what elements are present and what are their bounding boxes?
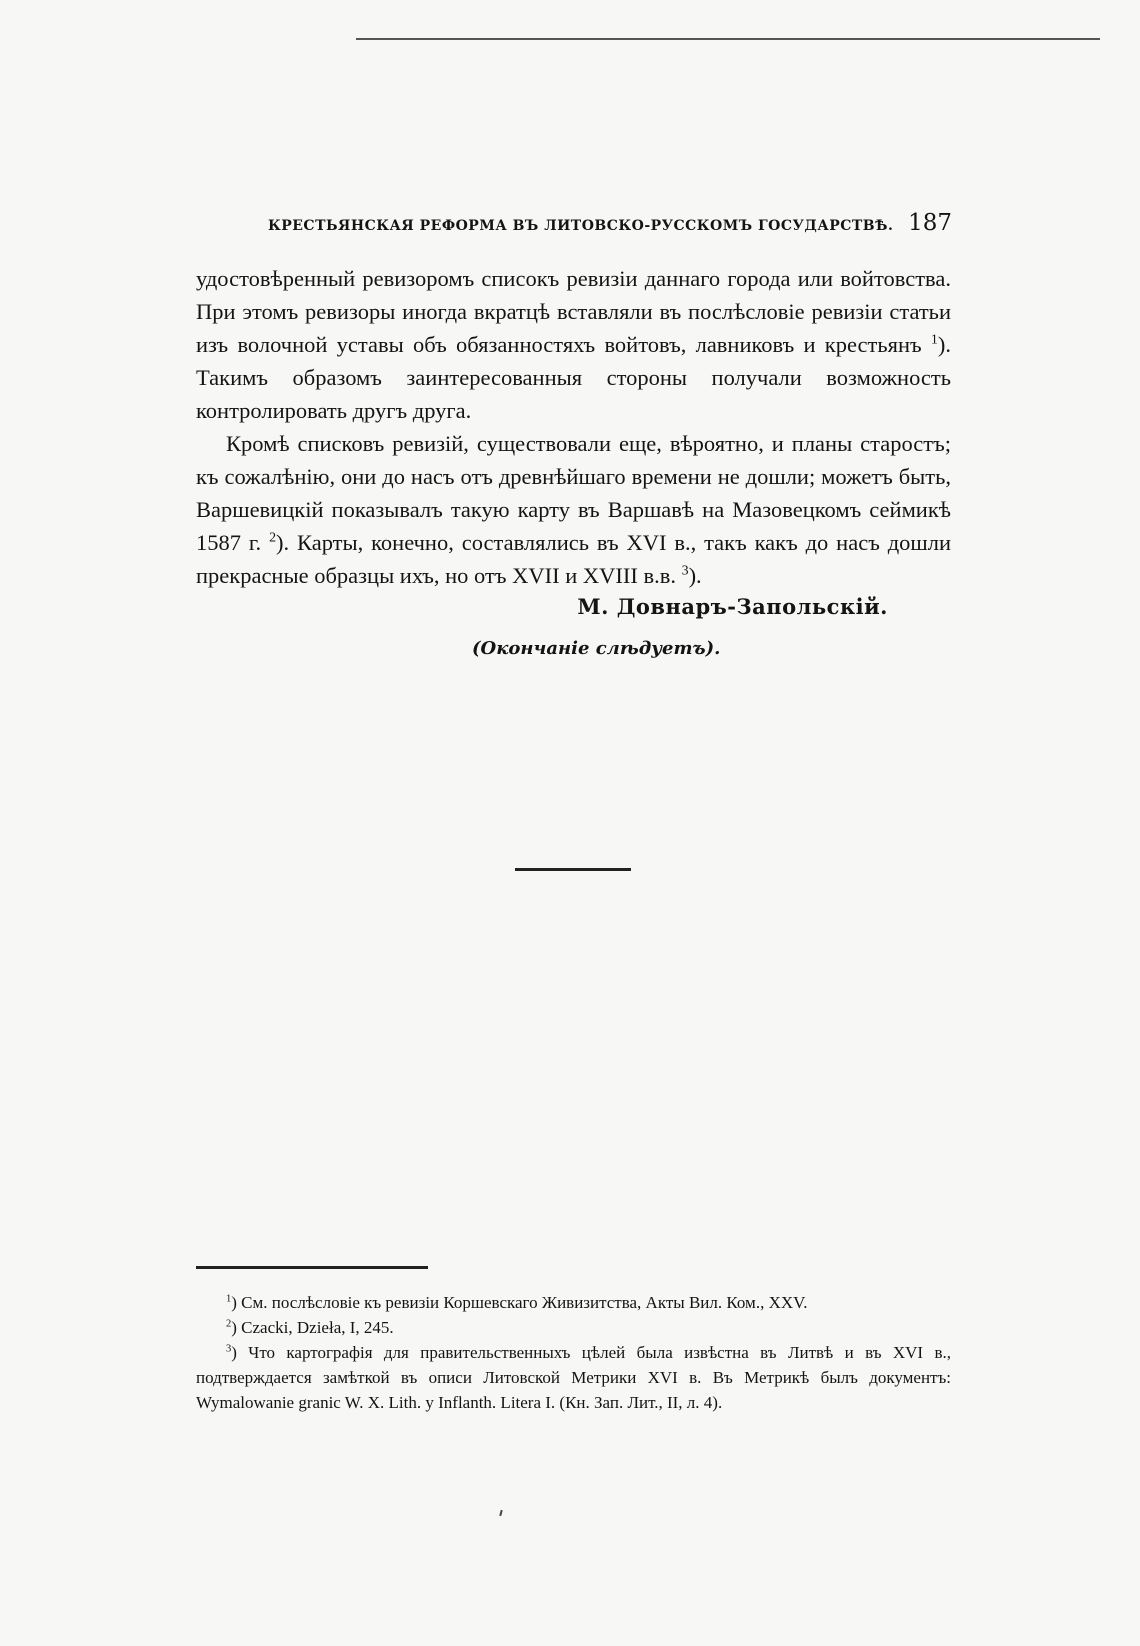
running-header — [268, 210, 952, 236]
running-title: КРЕСТЬЯНСКАЯ РЕФОРМА ВЪ ЛИТОВСКО-РУССКОМЪ ГОСУДАРСТВѢ. — [268, 218, 894, 234]
footnote-separator — [196, 1266, 428, 1269]
footnote-mark: 1 — [226, 1293, 232, 1305]
paragraph-2-text-a: Кромѣ списковъ ревизій, существовали еще, вѣроятно, и планы старостъ; къ сожалѣнію, они до насъ отъ древнѣйшаго времени не дошли; можетъ быть, Варшевицкій показывалъ такую карту въ Варшавѣ на Мазовецкомъ сеймикѣ 1587 г. — [196, 431, 951, 555]
footnote-ref-2: 2 — [269, 530, 277, 546]
paragraph-2 — [196, 427, 951, 592]
footnote-2 — [196, 1315, 951, 1340]
paragraph-2-text-b: ). Карты, конечно, составлялись въ XVI в., такъ какъ до насъ дошли прекрасные образцы ихъ, но отъ XVII и XVIII в.в. — [196, 530, 951, 588]
paragraph-1-text-end: ). Такимъ образомъ заинтересованныя стороны получали возможность контролировать другъ друга. — [196, 332, 951, 423]
footnote-text: ) См. послѣсловіе къ ревизіи Коршевскаго Живизитства, Акты Вил. Ком., XXV. — [231, 1293, 808, 1312]
paragraph-1-text: удостовѣренный ревизоромъ списокъ ревизіи даннаго города или войтовства. При этомъ ревизоры иногда вкратцѣ вставляли въ послѣсловіе ревизіи статьи изъ волочной уставы объ обязанностяхъ войтовъ, лавниковъ и крестьянъ — [196, 266, 951, 357]
main-text — [196, 262, 951, 592]
top-edge-rule — [356, 38, 1100, 40]
footnote-mark: 2 — [226, 1318, 232, 1330]
footnote-text: ) Что картографія для правительственныхъ цѣлей была извѣстна въ Литвѣ и въ XVI в., подтверждается замѣткой въ описи Литовской Метрики XVI в. Въ Метрикѣ былъ документъ: Wymalowanie granic W. X. Lith. y Inflanth. Litera I. (Кн. Зап. Лит., II, л. 4). — [196, 1343, 951, 1412]
footnote-ref-1: 1 — [930, 332, 938, 348]
paragraph-1 — [196, 262, 951, 427]
footnote-mark: 3 — [226, 1343, 232, 1355]
footnote-3 — [196, 1340, 951, 1415]
footnote-text: ) Czacki, Dzieła, I, 245. — [231, 1318, 394, 1337]
paragraph-2-text-c: ). — [688, 563, 702, 588]
author-signature: М. Довнаръ-Запольскій. — [577, 594, 888, 619]
page-number: 187 — [908, 210, 952, 236]
ink-speck — [499, 1510, 502, 1516]
footnotes — [196, 1290, 951, 1415]
footnote-1 — [196, 1290, 951, 1315]
to-be-continued-note: (Окончаніе слѣдуетъ). — [472, 638, 721, 659]
footnote-ref-3: 3 — [681, 563, 689, 579]
end-of-article-rule — [515, 868, 631, 871]
